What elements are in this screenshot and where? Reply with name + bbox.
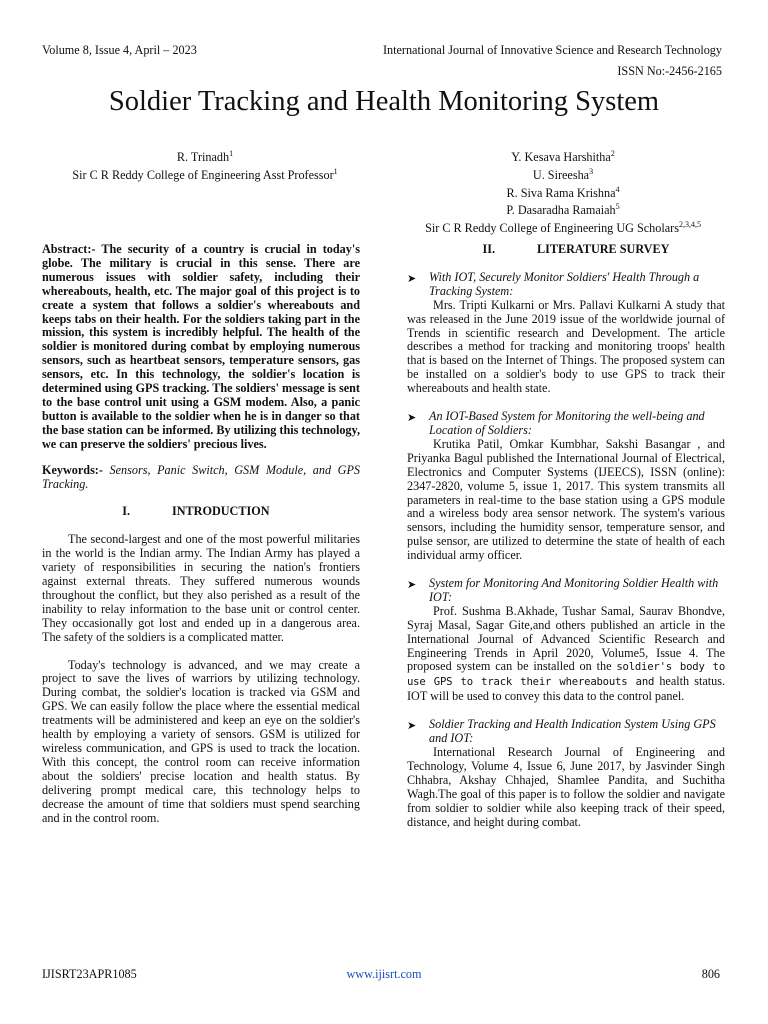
intro-paragraph: Today's technology is advanced, and we may create a project to save the lives of warriors by utilizing technology. During combat, the soldier's location is tracked via GSM and GPS. We can easily follow the place where the essential medical treatments will be administered and keep an eye on the soldier's health by employing a variety of sensors. GSM is utilized for wireless communication, and GPS is used to track the location. With this concept, the control room can receive information about the soldiers' precise location and health status. By delivering prompt medical care, this technology helps to decrease the amount of time that soldiers must spend searching and in the control room. [42, 657, 360, 825]
author-affiliation: Sir C R Reddy College of Engineering Asst Professor$^1$ [72, 166, 338, 182]
intro-paragraph: The second-largest and one of the most powerful militaries in the world is the Indian army. The Indian Army has played a variety of responsibilities in securing the nation's frontiers against external threats. They suffered numerous wounds throughout the conflict, but they also perished as a result of the inability to relay information to the base unit or control center. They occasionally got lost and ended up in a dangerous area. The safety of the soldiers is a complicated matter. [42, 532, 360, 644]
section-heading-introduction: I. INTRODUCTION [122, 504, 270, 519]
author-block-right [398, 147, 728, 236]
arrow-bullet-icon: ➤ [407, 719, 417, 733]
author-name: R. Siva Rama Krishna$^4$ [506, 184, 620, 200]
abstract: Abstract:- The security of a country is crucial in today's globe. The military is crucial in this sense. There are numerous issues with soldier safety, including their whereabouts, health, etc. The major goal of this project is to create a system that follows a soldier's whereabouts and keeps tabs on their health. For the soldiers taking part in the mission, this system is incredibly helpful. The health of the soldier is monitored during combat by employing numerous sensors, such as heartbeat sensors, temperature sensors, gas sensors, etc. In this technology, the soldier's location is determined using GPS tracking. The soldiers' message is sent to the base control unit using a GSM modem. Also, a panic button is available to the soldier when he is in danger so that the base station can be informed. By utilizing this technology, we can preserve the soldiers' precious lives. [42, 242, 360, 451]
survey-item-text: Krutika Patil, Omkar Kumbhar, Sakshi Basangar , and Priyanka Bagul published the International Journal of Electrical, Electronics and Computer Systems (IJEECS), ISSN (online): 2347-2820, volume 5, issue 1, 2017. This system transmits all parameters in real-time to the base station using a GPS module and a wireless body area sensor network. The system's various sensors, including the humidity sensor, temperature sensor, and pulse sensor, are utilized to determine the state of health of each individual army officer. [407, 436, 725, 563]
author-name: U. Sireesha$^3$ [532, 166, 594, 182]
survey-item-title: ➤ With IOT, Securely Monitor Soldiers' Health Through a Tracking System: [407, 269, 700, 298]
author-name: R. Trinadh$^1$ [176, 149, 234, 165]
keywords: Keywords:- Sensors, Panic Switch, GSM Module, and GPS Tracking. [42, 462, 360, 491]
right-column [407, 243, 725, 829]
header-journal: International Journal of Innovative Science and Research Technology [382, 43, 722, 57]
survey-item-text: Prof. Sushma B.Akhade, Tushar Samal, Saurav Bhondve, Syraj Masal, Sagar Gite,and others published an article in the International Journal of Advanced Scientific Research and Engineering Trends in April 2020, Volume5, Issue 4. The proposed system can be installed on the soldier's body to use GPS to track their whereabouts and health status. IOT will be used to convey this data to the control panel. [407, 603, 726, 704]
survey-item-text: Mrs. Tripti Kulkarni or Mrs. Pallavi Kulkarni A study that was released in the June 2019 issue of the worldwide journal of Trends in scientific research and Development. The article describes a method for tracking and monitoring troops' health that is based on the Internet of Things. The proposed system can be installed on a soldier's body to use GPS to track their whereabouts and health state. [407, 297, 725, 396]
author-affiliation: Sir C R Reddy College of Engineering UG Scholars$^{2,3,4,5}$ [425, 220, 701, 236]
survey-item-title: ➤ Soldier Tracking and Health Indication System Using GPS and IOT: [407, 717, 716, 746]
author-name: Y. Kesava Harshitha$^2$ [511, 149, 615, 165]
section-heading-literature-survey: II. LITERATURE SURVEY [482, 242, 670, 256]
header-issn: ISSN No:-2456-2165 [617, 64, 722, 78]
left-column [42, 243, 360, 825]
header-volume: Volume 8, Issue 4, April – 2023 [42, 43, 197, 57]
footer-paper-code: IJISRT23APR1085 [42, 967, 137, 981]
arrow-bullet-icon: ➤ [407, 411, 417, 425]
footer-page-number: 806 [701, 967, 720, 981]
survey-item-title: ➤ System for Monitoring And Monitoring Soldier Health with IOT: [407, 576, 719, 604]
author-block-left [40, 147, 370, 183]
footer-website-link[interactable]: www.ijisrt.com [346, 967, 422, 981]
survey-item-text: International Research Journal of Engineering and Technology, Volume 4, Issue 6, June 2017, by Jasvinder Singh Chhabra, Akshay Chhajed, Shamlee Pandita, and Suchitha Wagh.The goal of this paper is to follow the soldier and navigate from soldier to soldier while also keeping track of their speed, distance, and height during combat. [407, 745, 725, 829]
arrow-bullet-icon: ➤ [407, 271, 417, 285]
paper-title: Soldier Tracking and Health Monitoring System [108, 86, 660, 117]
author-name: P. Dasaradha Ramaiah$^5$ [506, 202, 620, 218]
arrow-bullet-icon: ➤ [407, 578, 417, 592]
survey-item-title: ➤ An IOT-Based System for Monitoring the well-being and Location of Soldiers: [407, 409, 705, 437]
